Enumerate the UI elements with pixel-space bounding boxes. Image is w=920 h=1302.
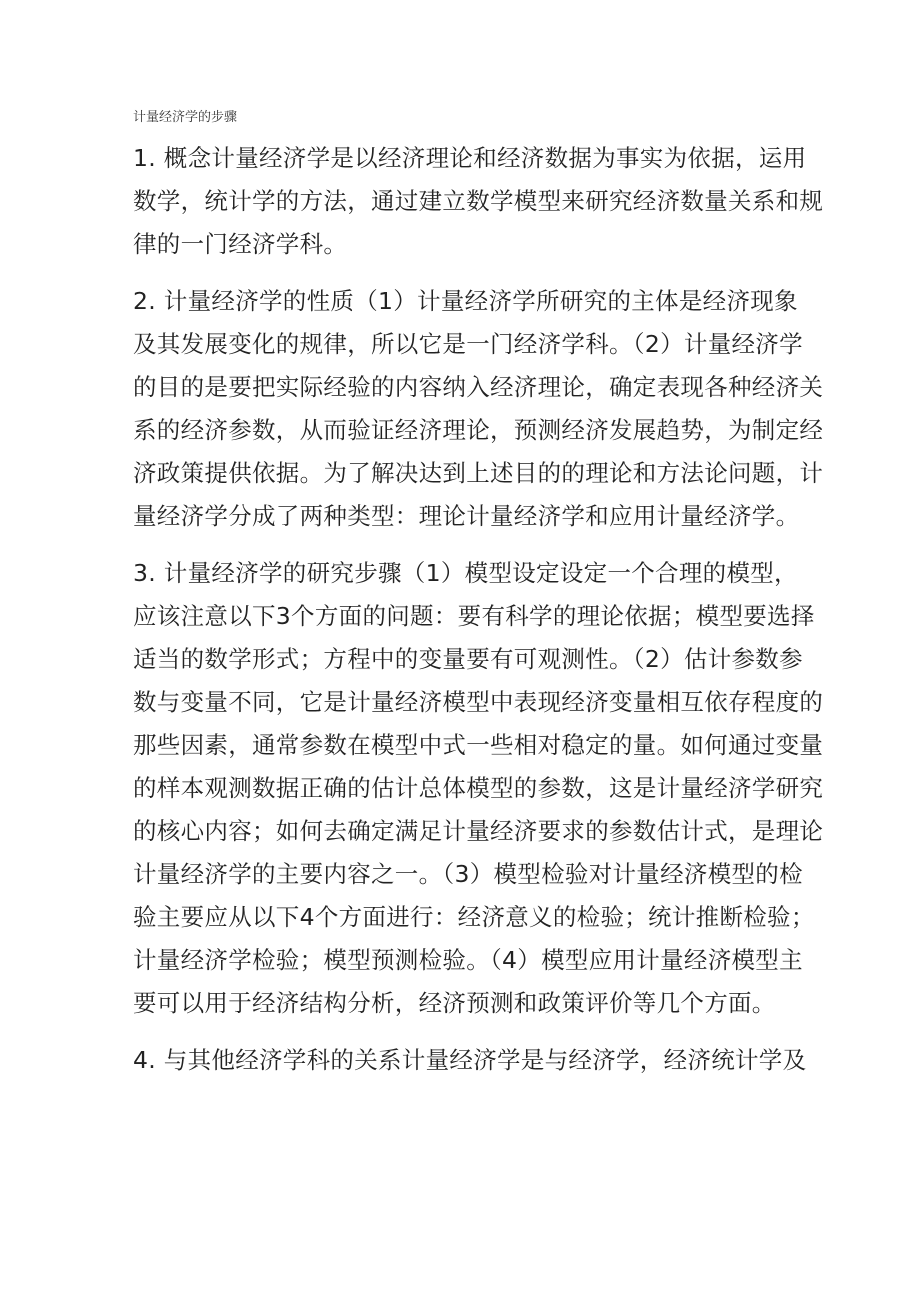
text-line: 要可以用于经济结构分析，经济预测和政策评价等几个方面。 (133, 989, 776, 1017)
text-line: 及其发展变化的规律，所以它是一门经济学科。（2）计量经济学 (133, 330, 803, 358)
text-line: 量经济学分成了两种类型：理论计量经济学和应用计量经济学。 (133, 502, 800, 530)
document-title: 计量经济学的步骤 (133, 110, 238, 125)
text-line: 数学，统计学的方法，通过建立数学模型来研究经济数量关系和规 (133, 187, 824, 215)
text-line: 的样本观测数据正确的估计总体模型的参数，这是计量经济学研究 (133, 774, 824, 802)
paragraph-2 (133, 283, 824, 541)
text-line: 那些因素，通常参数在模型中式一些相对稳定的量。如何通过变量 (133, 731, 824, 759)
text-line: 济政策提供依据。为了解决达到上述目的的理论和方法论问题，计 (133, 459, 824, 487)
text-line: 的目的是要把实际经验的内容纳入经济理论，确定表现各种经济关 (133, 373, 824, 401)
paragraph-3 (133, 555, 824, 1028)
paragraph-4 (133, 1042, 813, 1085)
text-line: 适当的数学形式；方程中的变量要有可观测性。（2）估计参数参 (133, 645, 803, 673)
text-line: 2. 计量经济学的性质（1）计量经济学所研究的主体是经济现象 (133, 287, 798, 315)
text-line: 的核心内容；如何去确定满足计量经济要求的参数估计式，是理论 (133, 817, 824, 845)
text-line: 律的一门经济学科。 (133, 230, 348, 258)
text-line: 系的经济参数，从而验证经济理论，预测经济发展趋势，为制定经 (133, 416, 824, 444)
document-body (133, 140, 824, 1099)
text-line: 应该注意以下3个方面的问题：要有科学的理论依据；模型要选择 (133, 602, 815, 630)
text-line: 3. 计量经济学的研究步骤（1）模型设定设定一个合理的模型， (133, 559, 798, 587)
text-line: 4. 与其他经济学科的关系计量经济学是与经济学，经济统计学及 (133, 1046, 807, 1074)
text-line: 1. 概念计量经济学是以经济理论和经济数据为事实为依据，运用 (133, 144, 807, 172)
paragraph-1 (133, 140, 824, 269)
text-line: 计量经济学的主要内容之一。（3）模型检验对计量经济模型的检 (133, 860, 803, 888)
text-line: 验主要应从以下4个方面进行：经济意义的检验；统计推断检验； (133, 903, 815, 931)
text-line: 计量经济学检验；模型预测检验。（4）模型应用计量经济模型主 (133, 946, 803, 974)
text-line: 数与变量不同，它是计量经济模型中表现经济变量相互依存程度的 (133, 688, 824, 716)
